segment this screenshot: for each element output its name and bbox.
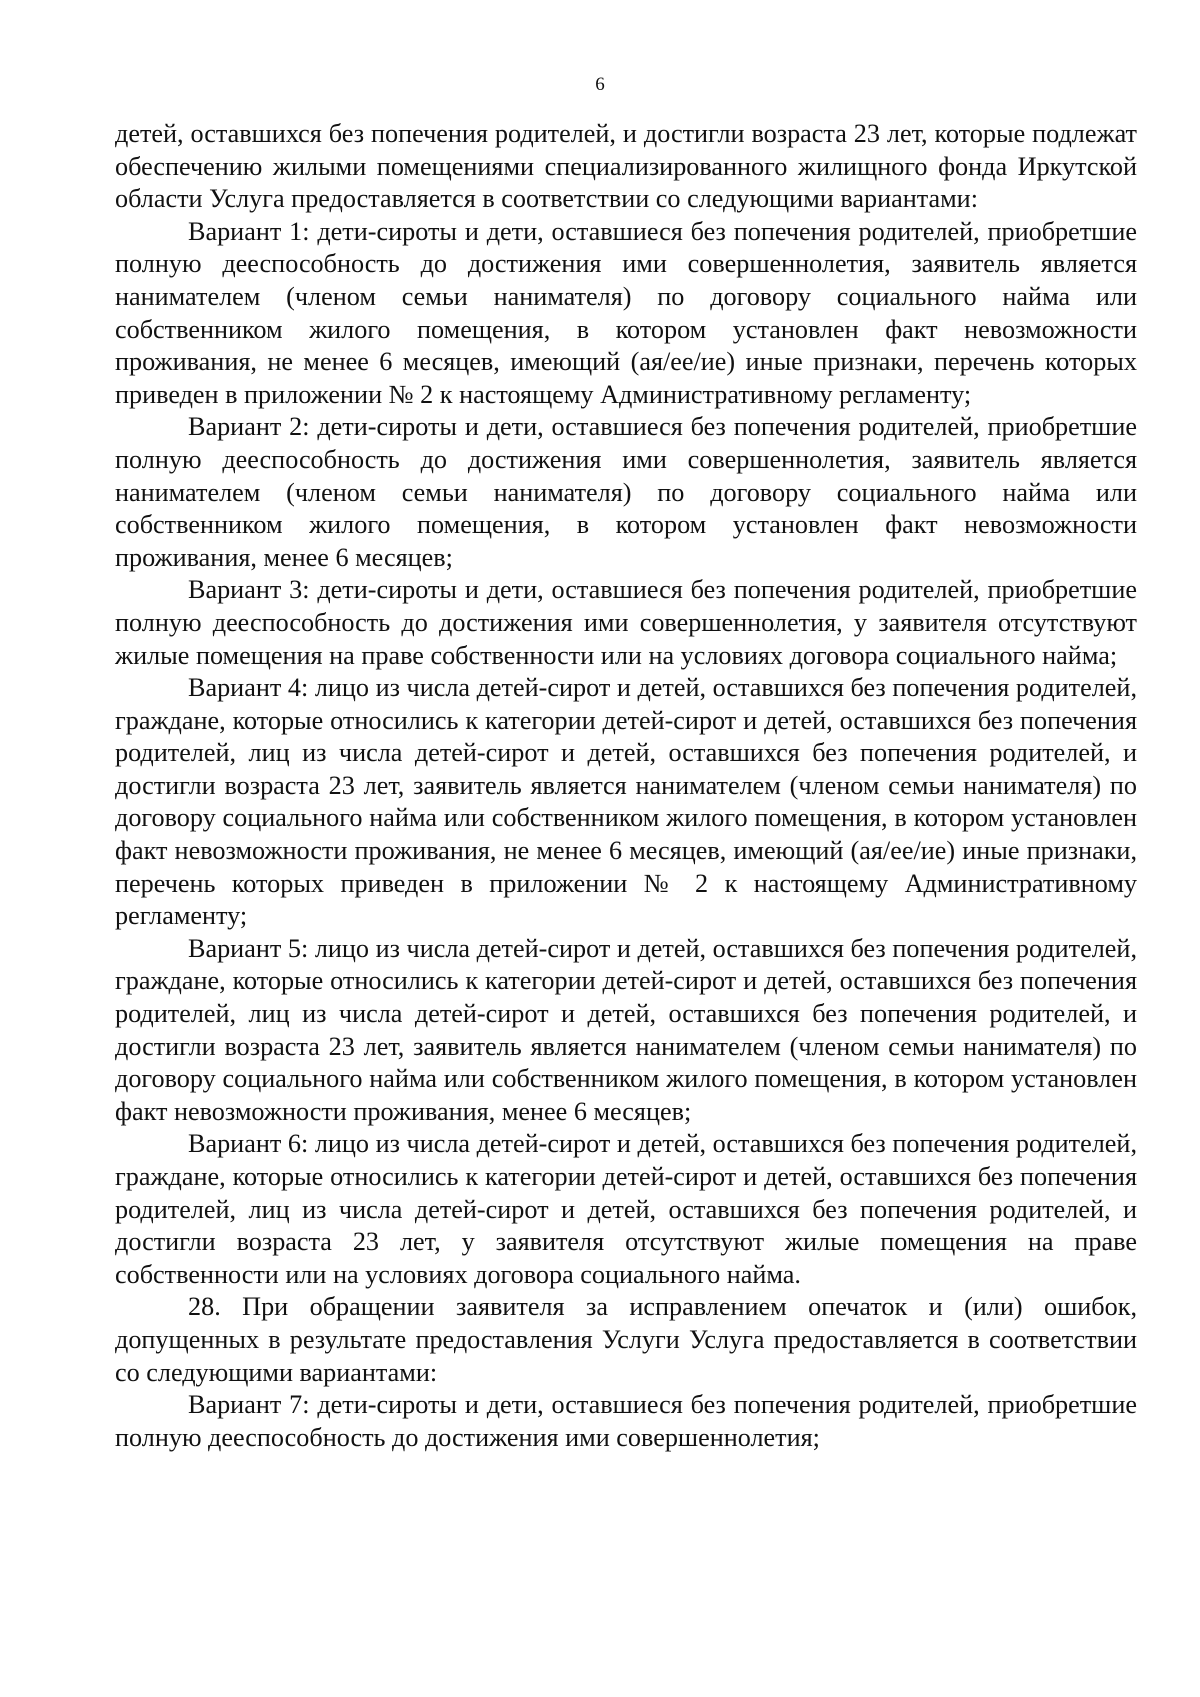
paragraph-variant-5: Вариант 5: лицо из числа детей-сирот и детей, оставшихся без попечения родителей, граждане, которые относились к категории детей-сирот и детей, оставшихся без попечения родителей, лиц из числа детей-сирот и детей, оставшихся без попечения родителей, и достигли возраста 23 лет, заявитель является нанимателем (членом семьи нанимателя) по договору социального найма или собственником жилого помещения, в котором установлен факт невозможности проживания, менее 6 месяцев; — [115, 933, 1137, 1126]
paragraph-variant-7: Вариант 7: дети-сироты и дети, оставшиеся без попечения родителей, приобретшие полную дееспособность до достижения ими совершеннолетия; — [115, 1390, 1137, 1452]
paragraph-variant-6: Вариант 6: лицо из числа детей-сирот и детей, оставшихся без попечения родителей, граждане, которые относились к категории детей-сирот и детей, оставшихся без попечения родителей, лиц из числа детей-сирот и детей, оставшихся без попечения родителей, и достигли возраста 23 лет, у заявителя отсутствуют жилые помещения на праве собственности или на условиях договора социального найма. — [115, 1129, 1137, 1289]
paragraph-intro-continued: детей, оставшихся без попечения родителей, и достигли возраста 23 лет, которые подлежат обеспечению жилыми помещениями специализированного жилищного фонда Иркутской области Услуга предоставляется в соответствии со следующими вариантами: — [115, 119, 1137, 214]
document-body — [115, 118, 1137, 1454]
page-number: 6 — [595, 74, 605, 95]
paragraph-variant-4: Вариант 4: лицо из числа детей-сирот и детей, оставшихся без попечения родителей, граждане, которые относились к категории детей-сирот и детей, оставшихся без попечения родителей, лиц из числа детей-сирот и детей, оставшихся без попечения родителей, и достигли возраста 23 лет, заявитель является нанимателем (членом семьи нанимателя) по договору социального найма или собственником жилого помещения, в котором установлен факт невозможности проживания, не менее 6 месяцев, имеющий (ая/ее/ие) иные признаки, перечень которых приведен в приложении № 2 к настоящему Административному регламенту; — [115, 673, 1137, 931]
paragraph-variant-1: Вариант 1: дети-сироты и дети, оставшиеся без попечения родителей, приобретшие полную дееспособность до достижения ими совершеннолетия, заявитель является нанимателем (членом семьи нанимателя) по договору социального найма или собственником жилого помещения, в котором установлен факт невозможности проживания, не менее 6 месяцев, имеющий (ая/ее/ие) иные признаки, перечень которых приведен в приложении № 2 к настоящему Административному регламенту; — [115, 216, 1137, 409]
paragraph-variant-2: Вариант 2: дети-сироты и дети, оставшиеся без попечения родителей, приобретшие полную дееспособность до достижения ими совершеннолетия, заявитель является нанимателем (членом семьи нанимателя) по договору социального найма или собственником жилого помещения, в котором установлен факт невозможности проживания, менее 6 месяцев; — [115, 412, 1137, 572]
paragraph-variant-3: Вариант 3: дети-сироты и дети, оставшиеся без попечения родителей, приобретшие полную дееспособность до достижения ими совершеннолетия, у заявителя отсутствуют жилые помещения на праве собственности или на условиях договора социального найма; — [115, 575, 1137, 670]
paragraph-clause-28: 28. При обращении заявителя за исправлением опечаток и (или) ошибок, допущенных в результате предоставления Услуги Услуга предоставляется в соответствии со следующими вариантами: — [115, 1292, 1137, 1387]
